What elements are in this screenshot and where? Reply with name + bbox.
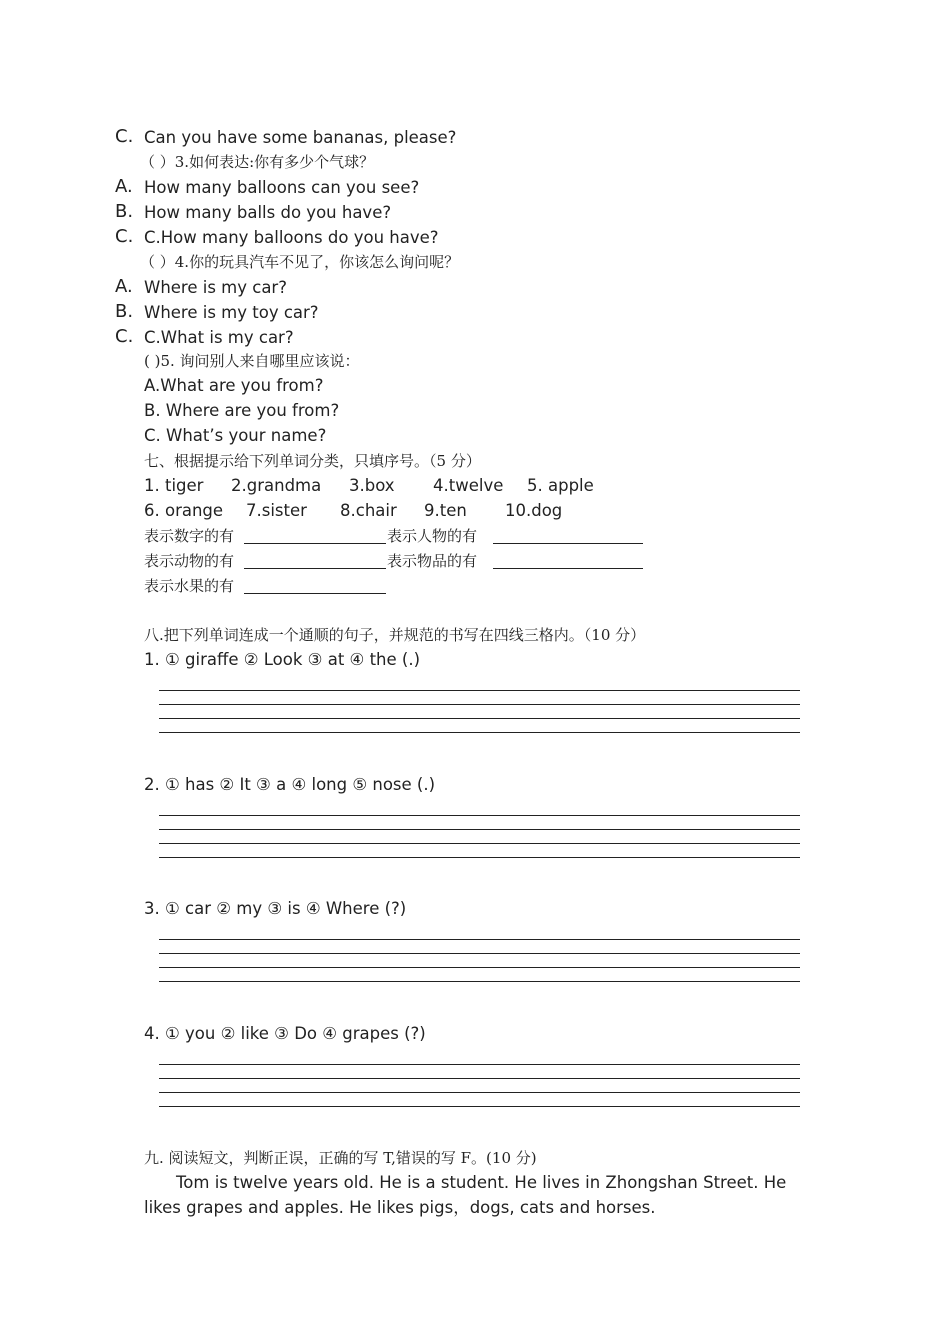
option-text: How many balls do you have?: [144, 203, 392, 222]
category-label-people: 表示人物的有: [387, 527, 478, 545]
section-heading: 九. 阅读短文，判断正误，正确的写 T,错误的写 F。(10 分): [144, 1149, 537, 1167]
answer-blank[interactable]: [244, 552, 386, 569]
word-item: 3.box: [349, 476, 395, 495]
option-text: Where is my toy car?: [144, 303, 319, 322]
word-item: 9.ten: [424, 501, 467, 520]
question-prompt: （ ）4.你的玩具汽车不见了，你该怎么询问呢？: [140, 253, 460, 271]
word-item: 6. orange: [144, 501, 224, 520]
category-label-numbers: 表示数字的有: [144, 527, 235, 545]
option-marker: C.: [115, 326, 134, 347]
answer-blank[interactable]: [244, 527, 386, 544]
option-text: Where is my car?: [144, 278, 287, 297]
section-heading: 七、根据提示给下列单词分类，只填序号。（5 分）: [144, 452, 481, 470]
option-marker: C.: [115, 126, 134, 147]
word-item: 8.chair: [340, 501, 397, 520]
option-marker: B.: [115, 201, 134, 222]
reading-passage-line: likes grapes and apples. He likes pigs，dogs, cats and horses.: [144, 1198, 656, 1217]
answer-blank[interactable]: [493, 527, 643, 544]
category-label-fruits: 表示水果的有: [144, 577, 235, 595]
option-marker: A.: [115, 176, 133, 197]
option-text: C.What is my car?: [144, 328, 294, 347]
option-text: Can you have some bananas, please?: [144, 128, 457, 147]
word-item: 2.grandma: [231, 476, 322, 495]
scramble-item: 1. ① giraffe ② Look ③ at ④ the (.): [144, 650, 421, 669]
question-prompt: ( )5. 询问别人来自哪里应该说：: [144, 352, 360, 370]
reading-passage-line: Tom is twelve years old. He is a student. He lives in Zhongshan Street. He: [176, 1173, 787, 1192]
question-prompt: （ ）3.如何表达:你有多少个气球？: [140, 153, 375, 171]
word-item: 10.dog: [505, 501, 563, 520]
section-heading: 八.把下列单词连成一个通顺的句子，并规范的书写在四线三格内。（10 分）: [144, 626, 646, 644]
category-label-objects: 表示物品的有: [387, 552, 478, 570]
word-item: 7.sister: [246, 501, 307, 520]
scramble-item: 3. ① car ② my ③ is ④ Where (?): [144, 899, 407, 918]
option-text: How many balloons can you see?: [144, 178, 420, 197]
word-item: 5. apple: [527, 476, 594, 495]
option-text: C.How many balloons do you have?: [144, 228, 439, 247]
word-item: 4.twelve: [433, 476, 504, 495]
option-marker: C.: [115, 226, 134, 247]
word-item: 1. tiger: [144, 476, 204, 495]
option-text: B. Where are you from?: [144, 401, 340, 420]
answer-blank[interactable]: [493, 552, 643, 569]
category-label-animals: 表示动物的有: [144, 552, 235, 570]
option-text: A.What are you from?: [144, 376, 324, 395]
scramble-item: 2. ① has ② It ③ a ④ long ⑤ nose (.): [144, 775, 436, 794]
option-text: C. What’s your name?: [144, 426, 327, 445]
scramble-item: 4. ① you ② like ③ Do ④ grapes (?): [144, 1024, 426, 1043]
option-marker: B.: [115, 301, 134, 322]
option-marker: A.: [115, 276, 133, 297]
answer-blank[interactable]: [244, 577, 386, 594]
